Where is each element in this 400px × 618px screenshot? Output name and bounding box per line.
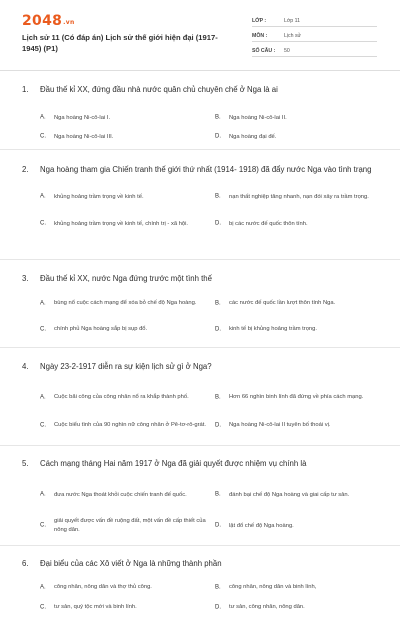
option-text: Nga hoàng đại đế. (229, 133, 277, 140)
option-d[interactable] (215, 598, 390, 618)
option-grid (0, 384, 400, 440)
option-b[interactable] (215, 578, 390, 598)
option-text: Hơn 66 nghìn binh lính đã đứng về phía cách mạng. (229, 394, 364, 400)
option-letter: D. (215, 326, 221, 332)
option-letter: A. (40, 394, 46, 400)
option-text: giải quyết được vấn đề ruộng đất, một vấn đề cấp thiết của nông dân. (54, 518, 206, 533)
option-letter: C. (40, 522, 46, 529)
option-letter: D. (215, 133, 221, 140)
option-letter: B. (215, 394, 221, 400)
option-grid (0, 109, 400, 147)
option-letter: A. (40, 491, 46, 498)
question-item (0, 260, 400, 348)
option-letter: B. (215, 193, 221, 200)
meta-label: MÔN : (252, 33, 268, 39)
option-letter: B. (215, 491, 221, 498)
option-c[interactable] (40, 211, 215, 238)
option-text: Nga hoàng Ni-cô-lai II. (229, 114, 287, 121)
site-logo[interactable] (22, 13, 75, 29)
option-text: đánh bại chế độ Nga hoàng và giai cấp tư sản. (229, 491, 350, 498)
question-number: 4. (22, 362, 29, 371)
option-d[interactable] (215, 511, 390, 542)
option-letter: D. (215, 604, 221, 610)
option-grid (0, 578, 400, 618)
question-item (0, 70, 400, 150)
option-d[interactable] (215, 211, 390, 238)
option-text: tư sản, công nhân, nông dân. (229, 604, 305, 610)
option-text: khủng hoảng trầm trọng về kinh tế, chính trị - xã hội. (54, 220, 189, 227)
document-meta (252, 14, 377, 59)
option-c[interactable] (40, 317, 215, 343)
meta-value: Lịch sử (284, 33, 302, 39)
question-prompt: Đầu thế kỉ XX, đứng đầu nhà nước quân chủ chuyên chế ở Nga là ai (40, 85, 278, 94)
option-text: Nga hoàng Ni-cô-lai III. (54, 133, 114, 140)
option-text: nạn thất nghiệp tăng nhanh, nạn đói xảy ra trầm trọng. (229, 193, 369, 200)
logo-suffix: .vn (63, 19, 75, 26)
option-text: bùng nổ cuộc cách mạng để xóa bỏ chế độ Nga hoàng. (54, 300, 197, 306)
question-item (0, 446, 400, 546)
option-letter: C. (40, 220, 46, 227)
option-b[interactable] (215, 384, 390, 412)
option-d[interactable] (215, 317, 390, 343)
option-letter: A. (40, 193, 46, 200)
option-d[interactable] (215, 412, 390, 440)
meta-row-class (252, 14, 377, 27)
option-c[interactable] (40, 598, 215, 618)
option-text: Nga hoàng Ni-cô-lai II tuyên bố thoái vị. (229, 422, 331, 428)
question-item (0, 546, 400, 610)
option-text: bị các nước đế quốc thôn tính. (229, 220, 308, 227)
question-item (0, 150, 400, 260)
question-text (0, 70, 400, 97)
option-b[interactable] (215, 109, 390, 128)
option-text: khủng hoảng trầm trọng về kinh tế. (54, 193, 144, 200)
logo-text: 2048 (22, 13, 63, 29)
meta-row-count (252, 44, 377, 57)
meta-row-subject (252, 29, 377, 42)
question-item (0, 348, 400, 446)
option-text: Cuộc bãi công của công nhân nổ ra khắp thành phố. (54, 394, 189, 400)
option-letter: A. (40, 584, 46, 590)
document-title: Lịch sử 11 (Có đáp án) Lịch sử thế giới hiện đại (1917-1945) (P1) (22, 33, 218, 53)
question-text (0, 446, 400, 471)
option-text: tư sản, quý tộc mới và binh lính. (54, 604, 137, 610)
question-text (0, 348, 400, 374)
option-d[interactable] (215, 128, 390, 147)
option-a[interactable] (40, 480, 215, 511)
option-c[interactable] (40, 128, 215, 147)
option-text: công nhân, nông dân và thợ thủ công. (54, 584, 152, 590)
option-letter: C. (40, 133, 46, 140)
option-text: các nước đế quốc lần lượt thôn tính Nga. (229, 300, 336, 306)
question-prompt: Đại biểu của các Xô viết ở Nga là những thành phần (40, 559, 222, 568)
option-text: Nga hoàng Ni-cô-lai I. (54, 114, 111, 121)
option-letter: D. (215, 422, 221, 428)
option-text: Cuộc biểu tình của 90 nghìn nữ công nhân ở Pê-tơ-rô-grát. (54, 422, 206, 428)
option-letter: C. (40, 604, 46, 610)
option-text: đưa nước Nga thoát khỏi cuộc chiến tranh đế quốc. (54, 491, 187, 498)
option-a[interactable] (40, 578, 215, 598)
option-text: chính phủ Nga hoàng sắp bị sụp đổ. (54, 326, 148, 332)
question-list (0, 70, 400, 610)
option-a[interactable] (40, 384, 215, 412)
question-text (0, 150, 400, 177)
question-number: 5. (22, 459, 29, 468)
question-number: 2. (22, 165, 29, 174)
question-prompt: Đầu thế kỉ XX, nước Nga đứng trước một tình thế (40, 274, 212, 283)
question-prompt: Ngày 23-2-1917 diễn ra sự kiện lịch sử gì ở Nga? (40, 362, 212, 371)
meta-label: SỐ CÂU : (252, 48, 276, 54)
option-letter: B. (215, 584, 221, 590)
option-letter: D. (215, 220, 221, 227)
question-number: 6. (22, 559, 29, 568)
option-letter: C. (40, 422, 46, 428)
meta-value: Lớp 11 (284, 18, 300, 24)
option-text: kinh tế bị khủng hoảng trầm trọng. (229, 326, 317, 332)
question-number: 1. (22, 85, 29, 94)
option-letter: B. (215, 114, 221, 121)
option-text: lật đổ chế độ Nga hoàng. (229, 522, 294, 529)
option-letter: C. (40, 326, 46, 332)
option-b[interactable] (215, 291, 390, 317)
option-letter: A. (40, 114, 46, 121)
question-text (0, 546, 400, 571)
meta-label: LỚP : (252, 18, 267, 24)
option-b[interactable] (215, 184, 390, 211)
option-a[interactable] (40, 109, 215, 128)
option-grid (0, 184, 400, 238)
option-letter: A. (40, 300, 46, 306)
question-prompt: Cách mạng tháng Hai năm 1917 ở Nga đã giải quyết được nhiệm vụ chính là (40, 459, 307, 468)
meta-value: 50 (284, 48, 290, 54)
option-c[interactable] (40, 511, 215, 542)
option-b[interactable] (215, 480, 390, 511)
question-text (0, 260, 400, 286)
option-a[interactable] (40, 291, 215, 317)
option-letter: B. (215, 300, 221, 306)
question-number: 3. (22, 274, 29, 283)
page-header (0, 0, 400, 62)
option-grid (0, 480, 400, 542)
option-c[interactable] (40, 412, 215, 440)
question-prompt: Nga hoàng tham gia Chiến tranh thế giới thứ nhất (1914- 1918) đã đẩy nước Nga vào tình trạng (40, 165, 372, 174)
option-letter: D. (215, 522, 221, 529)
option-a[interactable] (40, 184, 215, 211)
option-text: công nhân, nông dân và binh lính, (229, 584, 317, 590)
option-grid (0, 291, 400, 343)
